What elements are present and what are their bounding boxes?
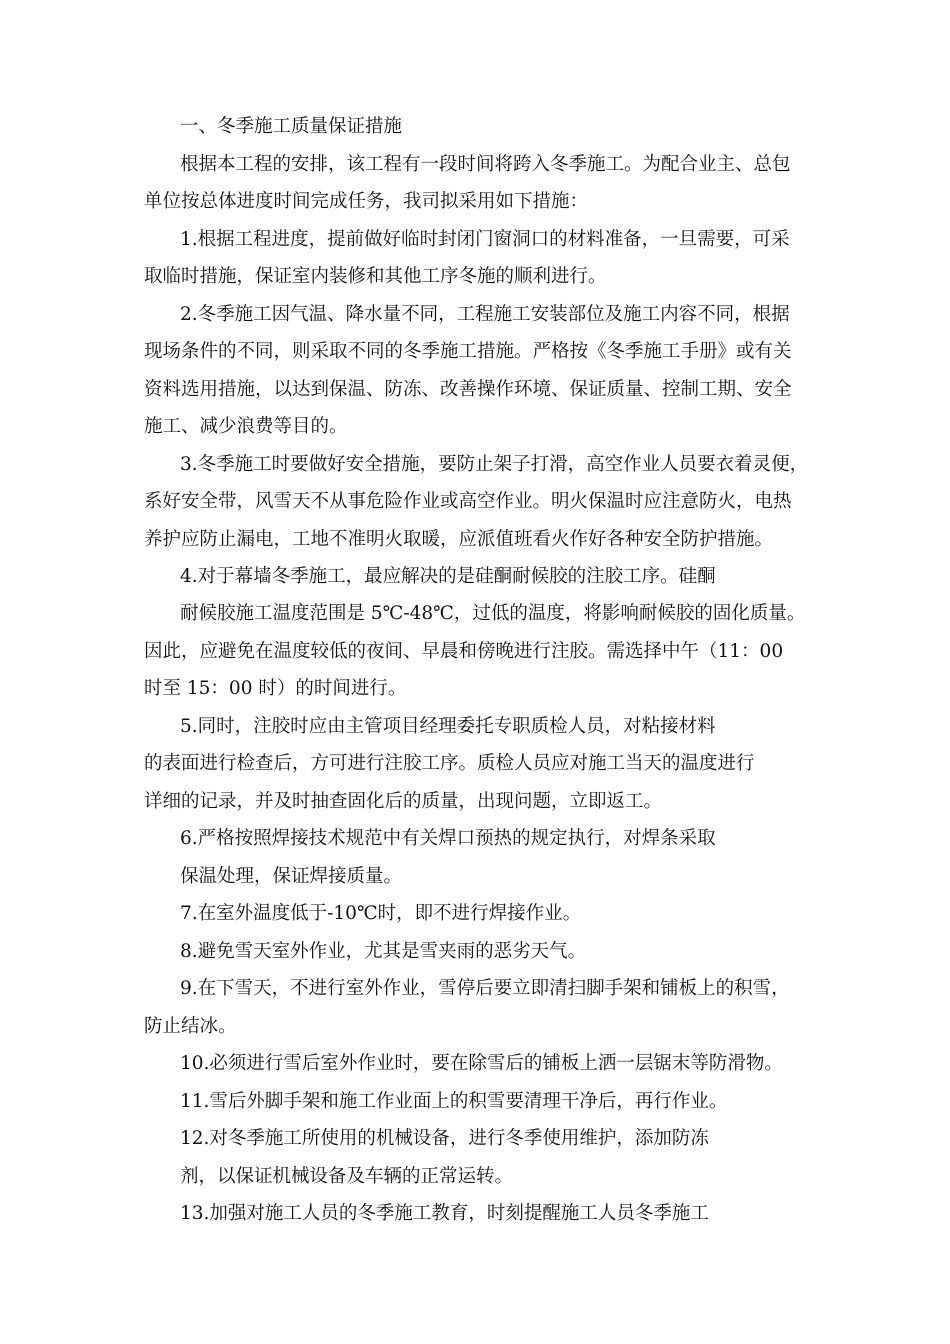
text-line: 现场条件的不同，则采取不同的冬季施工措施。严格按《冬季施工手册》或有关 (144, 341, 792, 362)
text-line: 9.在下雪天，不进行室外作业，雪停后要立即清扫脚手架和铺板上的积雪， (180, 978, 790, 999)
text-line: 资料选用措施，以达到保温、防冻、改善操作环境、保证质量、控制工期、安全 (144, 379, 792, 400)
text-line: 2.冬季施工因气温、降水量不同，工程施工安装部位及施工内容不同，根据 (180, 304, 790, 325)
text-line: 因此，应避免在温度较低的夜间、早晨和傍晚进行注胶。需选择中午（11：00 (144, 641, 784, 662)
text-line: 10.必须进行雪后室外作业时，要在除雪后的铺板上洒一层锯末等防滑物。 (180, 1053, 783, 1074)
text-line: 取临时措施，保证室内装修和其他工序冬施的顺利进行。 (144, 266, 607, 287)
text-line: 施工、减少浪费等目的。 (144, 416, 348, 437)
text-line: 耐候胶施工温度范围是 5℃-48℃，过低的温度，将影响耐候胶的固化质量。 (180, 603, 806, 624)
text-line: 5.同时，注胶时应由主管项目经理委托专职质检人员，对粘接材料 (180, 716, 716, 737)
text-line: 保温处理，保证焊接质量。 (180, 866, 403, 887)
text-line: 的表面进行检查后，方可进行注胶工序。质检人员应对施工当天的温度进行 (144, 753, 755, 774)
text-line: 8.避免雪天室外作业，尤其是雪夹雨的恶劣天气。 (180, 941, 587, 962)
text-line: 根据本工程的安排，该工程有一段时间将跨入冬季施工。为配合业主、总包 (180, 154, 791, 175)
text-line: 3.冬季施工时要做好安全措施，要防止架子打滑，高空作业人员要衣着灵便， (180, 454, 809, 475)
text-line: 11.雪后外脚手架和施工作业面上的积雪要清理干净后，再行作业。 (180, 1091, 728, 1112)
text-line: 13.加强对施工人员的冬季施工教育，时刻提醒施工人员冬季施工 (180, 1203, 709, 1224)
text-line: 系好安全带，风雪天不从事危险作业或高空作业。明火保温时应注意防火，电热 (144, 491, 792, 512)
text-line: 单位按总体进度时间完成任务，我司拟采用如下措施： (144, 191, 589, 212)
text-line: 剂，以保证机械设备及车辆的正常运转。 (180, 1166, 514, 1187)
text-line: 防止结冰。 (144, 1016, 237, 1037)
text-line: 养护应防止漏电，工地不准明火取暖，应派值班看火作好各种安全防护措施。 (144, 529, 774, 550)
section-heading: 一、冬季施工质量保证措施 (180, 116, 403, 137)
text-line: 时至 15：00 时）的时间进行。 (144, 678, 407, 699)
text-line: 4.对于幕墙冬季施工，最应解决的是硅酮耐候胶的注胶工序。硅酮 (180, 566, 716, 587)
text-line: 1.根据工程进度，提前做好临时封闭门窗洞口的材料准备，一旦需要，可采 (180, 229, 790, 250)
text-line: 12.对冬季施工所使用的机械设备，进行冬季使用维护，添加防冻 (180, 1128, 709, 1149)
text-line: 6.严格按照焊接技术规范中有关焊口预热的规定执行，对焊条采取 (180, 828, 716, 849)
text-line: 7.在室外温度低于-10℃时，即不进行焊接作业。 (180, 903, 582, 924)
text-line: 详细的记录，并及时抽查固化后的质量，出现问题，立即返工。 (144, 791, 663, 812)
